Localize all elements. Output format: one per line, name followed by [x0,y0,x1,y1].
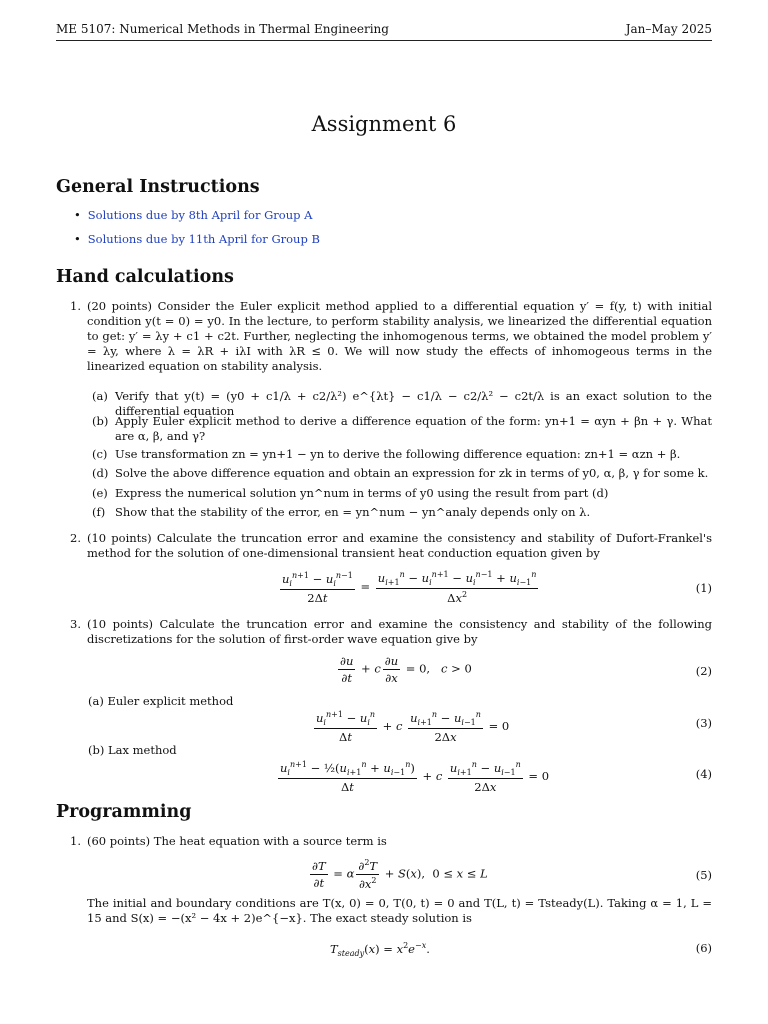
hand-calculations-heading: Hand calculations [56,267,234,287]
q1c-label: (c) [92,447,108,461]
q1c-text: Use transformation zn = yn+1 − yn to derive the following difference equation: zn+1 = αzn + β. [115,447,681,461]
q1f-text: Show that the stability of the error, en = yn^num − yn^analy depends only on λ. [115,505,591,519]
equation-number-4: (4) [695,767,712,781]
q3-text: (10 points) Calculate the truncation error and examine the consistency and stability of the following discretizations for the solution of first-order wave equation give by [87,617,712,646]
equation-number-2: (2) [695,664,712,678]
instruction-text-1: Solutions due by 8th April for Group A [87,208,313,222]
equation-dufort-frankel: $\frac{u_i^{n+1} - u_i^{n-1}}{2\Delta t}$ = $\frac{u_{i+1}^n - u_i^{n+1} - u_i^{n-1} + u_{i-1}^n}{\Delta x^2}$ [282,570,537,605]
q3-number: 3. [70,617,81,631]
term-label: Jan–May 2025 [625,22,712,36]
equation-lax: $\frac{u_i^{n+1} - \frac{1}{2}(u_{i+1}^n + u_{i-1}^n)}{\Delta t}$ + c $\frac{u_{i+1}^n - u_{i-1}^n}{2\Delta x}$ = 0 [280,760,550,794]
q1b-text: Apply Euler explicit method to derive a difference equation of the form: yn+1 = αyn + βn + γ. What are α, β, and γ? [115,414,712,443]
equation-heat-source: $\frac{\partial T}{\partial t}$ = α $\frac{\partial^2T}{\partial x^2}$ + S(x), 0 ≤ x ≤ L [312,858,488,891]
q1-number: 1. [70,299,81,313]
q2-number: 2. [70,531,81,545]
q1f-label: (f) [92,505,106,519]
programming-heading: Programming [56,802,192,822]
equation-number-3: (3) [695,716,712,730]
q1e-label: (e) [92,486,108,500]
p1-text: (60 points) The heat equation with a source term is [87,834,387,848]
q1d-label: (d) [92,466,109,480]
bullet-icon: • [74,208,81,222]
q1a-label: (a) [92,389,108,403]
general-instructions-heading: General Instructions [56,177,260,197]
q1d-text: Solve the above difference equation and obtain an expression for zk in terms of y0, α, β, γ for some k. [115,466,709,480]
p1-number: 1. [70,834,81,848]
p1-conditions: The initial and boundary conditions are T(x, 0) = 0, T(0, t) = 0 and T(L, t) = Tsteady(L). Taking α = 1, L = 15 and S(x) = −(x² − 4x + 2)e^{−x}. The exact steady solution is [87,896,712,925]
instruction-item-1 [74,208,312,222]
equation-number-5: (5) [695,868,712,882]
q1-intro: (20 points) Consider the Euler explicit method applied to a differential equation y′ = f(y, t) with initial condition y(t = 0) = y0. In the lecture, to perform stability analysis, we linearized the differential equation to get: y′ = λy + c1 + c2t. Further, neglecting the inhomogenous terms, we obtained the model problem y′ = λy, where λ = λR + iλI with λR ≤ 0. We will now study the effects of inhomogeous terms in the linearized equation on stability analysis. [87,299,712,373]
q2-text: (10 points) Calculate the truncation error and examine the consistency and stability of Dufort-Frankel's method for the solution of one-dimensional transient heat conduction equation given by [87,531,712,560]
equation-steady-solution: $T_{steady}(x) = x^2e^{-x}$. [330,941,430,958]
q3a-label: (a) Euler explicit method [88,694,234,708]
equation-wave: $\frac{\partial u}{\partial t}$ + c $\frac{\partial u}{\partial x}$ = 0, c > 0 [340,654,472,685]
instruction-text-2: Solutions due by 11th April for Group B [87,232,320,246]
running-header [56,22,712,41]
instruction-item-2 [74,232,320,246]
assignment-title: Assignment 6 [311,112,457,136]
equation-number-1: (1) [695,581,712,595]
equation-number-6: (6) [695,941,712,955]
bullet-icon: • [74,232,81,246]
course-title: ME 5107: Numerical Methods in Thermal Engineering [56,22,389,36]
equation-euler-explicit: $\frac{u_i^{n+1} - u_i^n}{\Delta t}$ + c $\frac{u_{i+1}^n - u_{i-1}^n}{2\Delta x}$ = 0 [316,710,510,744]
q1a-text: Verify that y(t) = (y0 + c1/λ + c2/λ²) e^{λt} − c1/λ − c2/λ² − c2t/λ is an exact solution to the differential equation [115,389,712,418]
q1e-text: Express the numerical solution yn^num in terms of y0 using the result from part (d) [115,486,609,500]
q1b-label: (b) [92,414,109,428]
q3b-label: (b) Lax method [88,743,177,757]
